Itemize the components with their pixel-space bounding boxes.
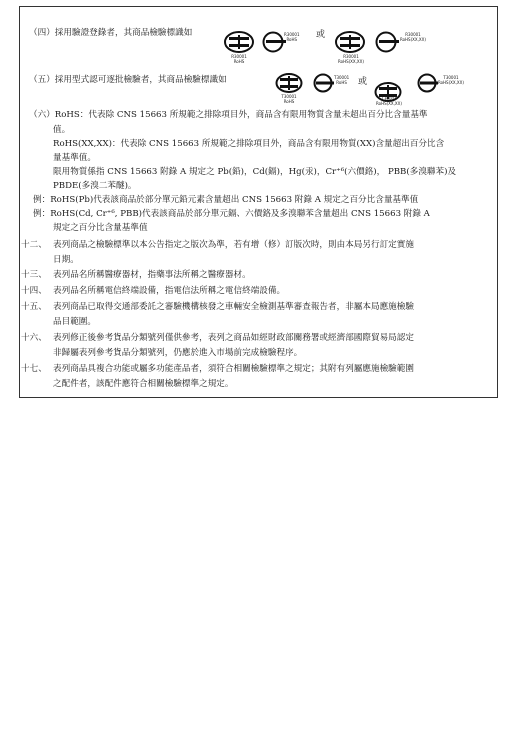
mark-code: R30001 RoHS(XX,XX) [338, 54, 364, 64]
section-line: 表列商品具複合功能或屬多功能產品者，須符合相關檢驗標準之規定；其附有列屬應施檢驗範圍 [53, 364, 414, 374]
section-line: 表列品名所稱醫療器材，指藥事法所稱之醫療器材。 [53, 270, 251, 280]
section-number: 十六、 [21, 333, 47, 343]
item5-label: （五）採用型式認可逐批檢驗者，其商品檢驗標識如 [29, 75, 227, 85]
item6-line: 量基準值。 [53, 153, 96, 163]
section-line: 表列商品已取得交通部委託之審驗機構核發之車輛安全檢測基準審查報告者，非屬本局應施檢驗 [53, 302, 414, 312]
section-line: 表列商品之檢驗標準以本公告指定之版次為準，若有增（修）訂版次時，則由本局另行訂定實施 [53, 240, 414, 250]
mark-code: T30001 RoHS [334, 75, 350, 85]
example-line: 例：RoHS(Cd, Cr⁺⁶, PBB)代表該商品於部分單元鎘、六價鉻及多溴聯苯含量超出 CNS 15663 附錄 A [33, 209, 430, 219]
mark-code: R30001 RoHS [284, 32, 300, 42]
item4-or: 或 [316, 30, 326, 40]
section-line: 表列修正後參考貨品分類號列僅供參考，表列之商品如經財政部關務署或經濟部國際貿易局認定 [53, 333, 414, 343]
item6-line: （六）RoHS：代表除 CNS 15663 所規範之排除項目外，商品含有限用物質含量未超出百分比含量基準 [29, 110, 428, 120]
section-number: 十二、 [21, 240, 47, 250]
item6-line: 值。 [53, 125, 71, 135]
item6-line: RoHS(XX,XX)：代表除 CNS 15663 所規範之排除項目外，商品含有限用物質(XX)含量超出百分比含 [53, 139, 445, 149]
example-line: 規定之百分比含量基準值 [53, 223, 148, 233]
section-line: 之配件者，該配件應符合相關檢驗標準之規定。 [53, 379, 234, 389]
item5-or: 或 [358, 77, 368, 87]
section-number: 十五、 [21, 302, 47, 312]
section-line: 日期。 [53, 255, 79, 265]
section-line: 表列品名所稱電信終端設備，指電信法所稱之電信終端設備。 [53, 286, 286, 296]
item6-line: PBDE(多溴二苯醚)。 [53, 181, 137, 191]
section-line: 品目範圍。 [53, 317, 96, 327]
item4-label: （四）採用驗證登錄者，其商品檢驗標識如 [29, 28, 193, 38]
mark-code: T30001 RoHS(XX,XX) [376, 96, 402, 106]
example-line: 例：RoHS(Pb)代表該商品於部分單元鉛元素含量超出 CNS 15663 附錄 A 規定之百分比含量基準值 [33, 195, 419, 205]
commodity-mark-icon [275, 73, 303, 93]
commodity-mark-icon [223, 31, 255, 53]
section-number: 十三、 [21, 270, 47, 280]
item6-line: 限用物質係指 CNS 15663 附錄 A 規定之 Pb(鉛)，Cd(鎘)，Hg(汞)，Cr⁺⁶(六價鉻)， PBB(多溴聯苯)及 [53, 167, 457, 177]
mark-code: R30001 RoHS(XX,XX) [400, 32, 426, 42]
commodity-mark-icon [375, 31, 401, 53]
commodity-mark-icon [334, 31, 366, 53]
mark-code: T30001 RoHS(XX,XX) [438, 75, 464, 85]
section-number: 十四、 [21, 286, 47, 296]
mark-code: R30001 RoHS [231, 54, 247, 64]
mark-code: T30001 RoHS [281, 94, 297, 104]
section-number: 十七、 [21, 364, 47, 374]
section-line: 非歸屬表列參考貨品分類號列，仍應於進入市場前完成檢驗程序。 [53, 348, 303, 358]
